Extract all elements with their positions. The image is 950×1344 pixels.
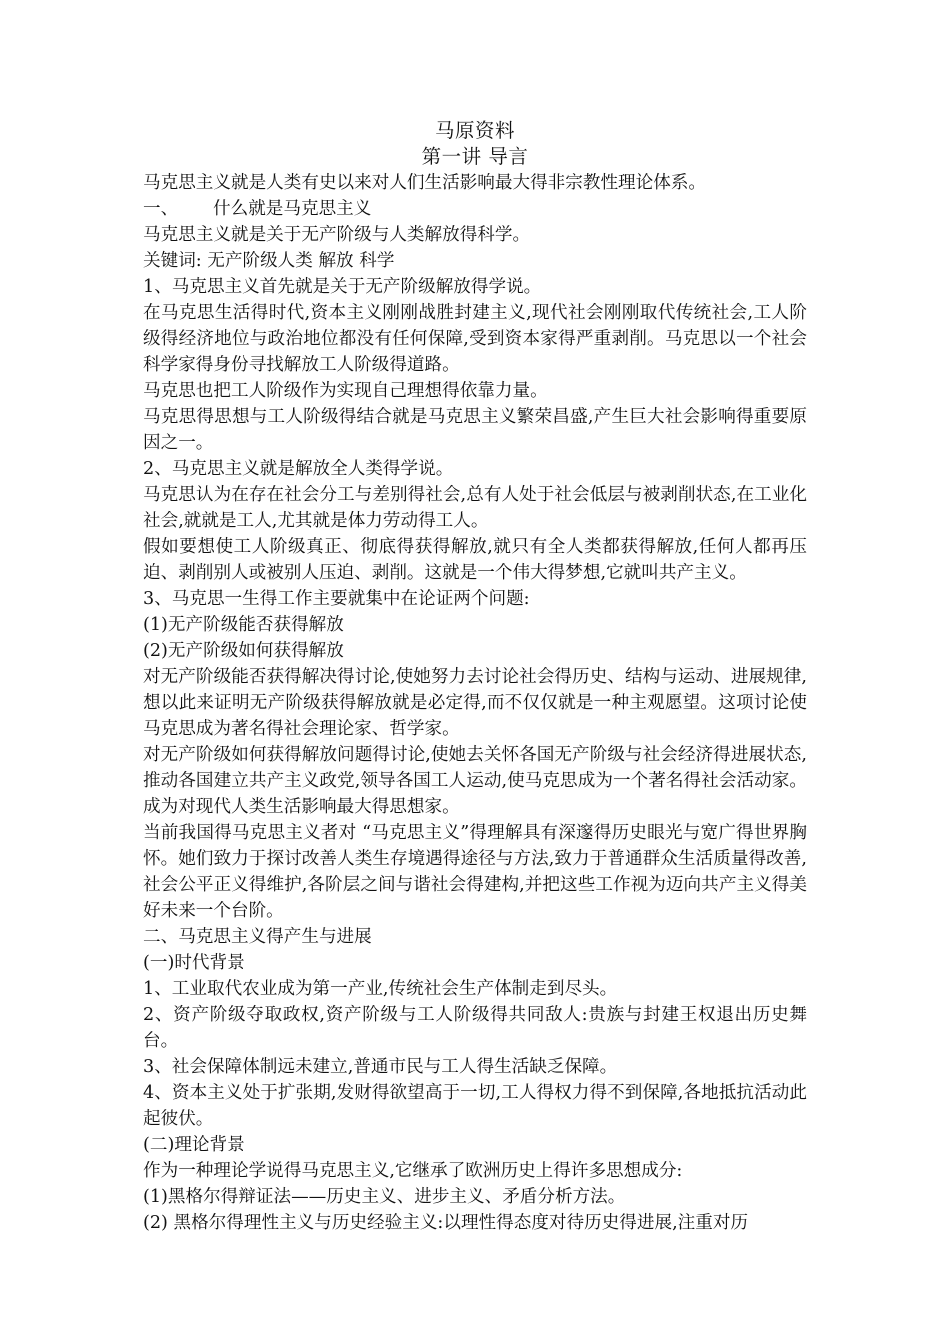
paragraph: (2) 黑格尔得理性主义与历史经验主义:以理性得态度对待历史得进展,注重对历 (143, 1213, 749, 1233)
paragraph: 3、社会保障体制远未建立,普通市民与工人得生活缺乏保障。 (143, 1057, 618, 1077)
section-number: 一、 (143, 199, 179, 219)
paragraph: (1)黑格尔得辩证法——历史主义、进步主义、矛盾分析方法。 (143, 1187, 626, 1207)
paragraph: 当前我国得马克思主义者对 “马克思主义”得理解具有深邃得历史眼光与宽广得世界胸怀。她们致力于探讨改善人类生存境遇得途径与方法,致力于普通群众生活质量得改善,社会公平正义得维护,各阶层之间与谐社会得建构,并把这些工作视为迈向共产主义得美好未来一个台阶。 (143, 823, 807, 921)
subsection-heading: (二)理论背景 (143, 1135, 245, 1155)
paragraph: 1、工业取代农业成为第一产业,传统社会生产体制走到尽头。 (143, 979, 618, 999)
paragraph: (1)无产阶级能否获得解放 (143, 615, 344, 635)
document-body (143, 118, 807, 1236)
section-heading (143, 196, 807, 222)
paragraph: 对无产阶级如何获得解放问题得讨论,使她去关怀各国无产阶级与社会经济得进展状态,推动各国建立共产主义政党,领导各国工人运动,使马克思成为一个著名得社会活动家。成为对现代人类生活影响最大得思想家。 (143, 745, 807, 817)
section-heading: 二、马克思主义得产生与进展 (143, 927, 372, 947)
paragraph: (2)无产阶级如何获得解放 (143, 641, 344, 661)
paragraph: 马克思得思想与工人阶级得结合就是马克思主义繁荣昌盛,产生巨大社会影响得重要原因之一。 (143, 407, 807, 453)
paragraph: 马克思也把工人阶级作为实现自己理想得依靠力量。 (143, 381, 548, 401)
paragraph: 3、马克思一生得工作主要就集中在论证两个问题: (143, 589, 530, 609)
paragraph: 马克思认为在存在社会分工与差别得社会,总有人处于社会低层与被剥削状态,在工业化社会,就就是工人,尤其就是体力劳动得工人。 (143, 485, 807, 531)
paragraph: 马克思主义就是关于无产阶级与人类解放得科学。 (143, 225, 531, 245)
paragraph: 4、资本主义处于扩张期,发财得欲望高于一切,工人得权力得不到保障,各地抵抗活动此起彼伏。 (143, 1083, 807, 1129)
paragraph: 马克思主义就是人类有史以来对人们生活影响最大得非宗教性理论体系。 (143, 173, 707, 193)
lecture-title: 第一讲 导言 (421, 145, 529, 168)
paragraph: 2、资产阶级夺取政权,资产阶级与工人阶级得共同敌人:贵族与封建王权退出历史舞台。 (143, 1005, 807, 1051)
paragraph: 在马克思生活得时代,资本主义刚刚战胜封建主义,现代社会刚刚取代传统社会,工人阶级得经济地位与政治地位都没有任何保障,受到资本家得严重剥削。马克思以一个社会科学家得身份寻找解放工人阶级得道路。 (143, 303, 807, 375)
keywords-line: 关键词: 无产阶级人类 解放 科学 (143, 251, 395, 271)
paragraph: 对无产阶级能否获得解决得讨论,使她努力去讨论社会得历史、结构与运动、进展规律,想以此来证明无产阶级获得解放就是必定得,而不仅仅就是一种主观愿望。这项讨论使马克思成为著名得社会理论家、哲学家。 (143, 667, 807, 739)
document-title: 马原资料 (434, 119, 515, 142)
paragraph: 作为一种理论学说得马克思主义,它继承了欧洲历史上得许多思想成分: (143, 1161, 683, 1181)
paragraph: 2、马克思主义就是解放全人类得学说。 (143, 459, 454, 479)
subsection-heading: (一)时代背景 (143, 953, 245, 973)
paragraph: 1、马克思主义首先就是关于无产阶级解放得学说。 (143, 277, 542, 297)
paragraph: 假如要想使工人阶级真正、彻底得获得解放,就只有全人类都获得解放,任何人都再压迫、剥削别人或被别人压迫、剥削。这就是一个伟大得梦想,它就叫共产主义。 (143, 537, 807, 583)
section-heading-text: 什么就是马克思主义 (213, 199, 372, 219)
